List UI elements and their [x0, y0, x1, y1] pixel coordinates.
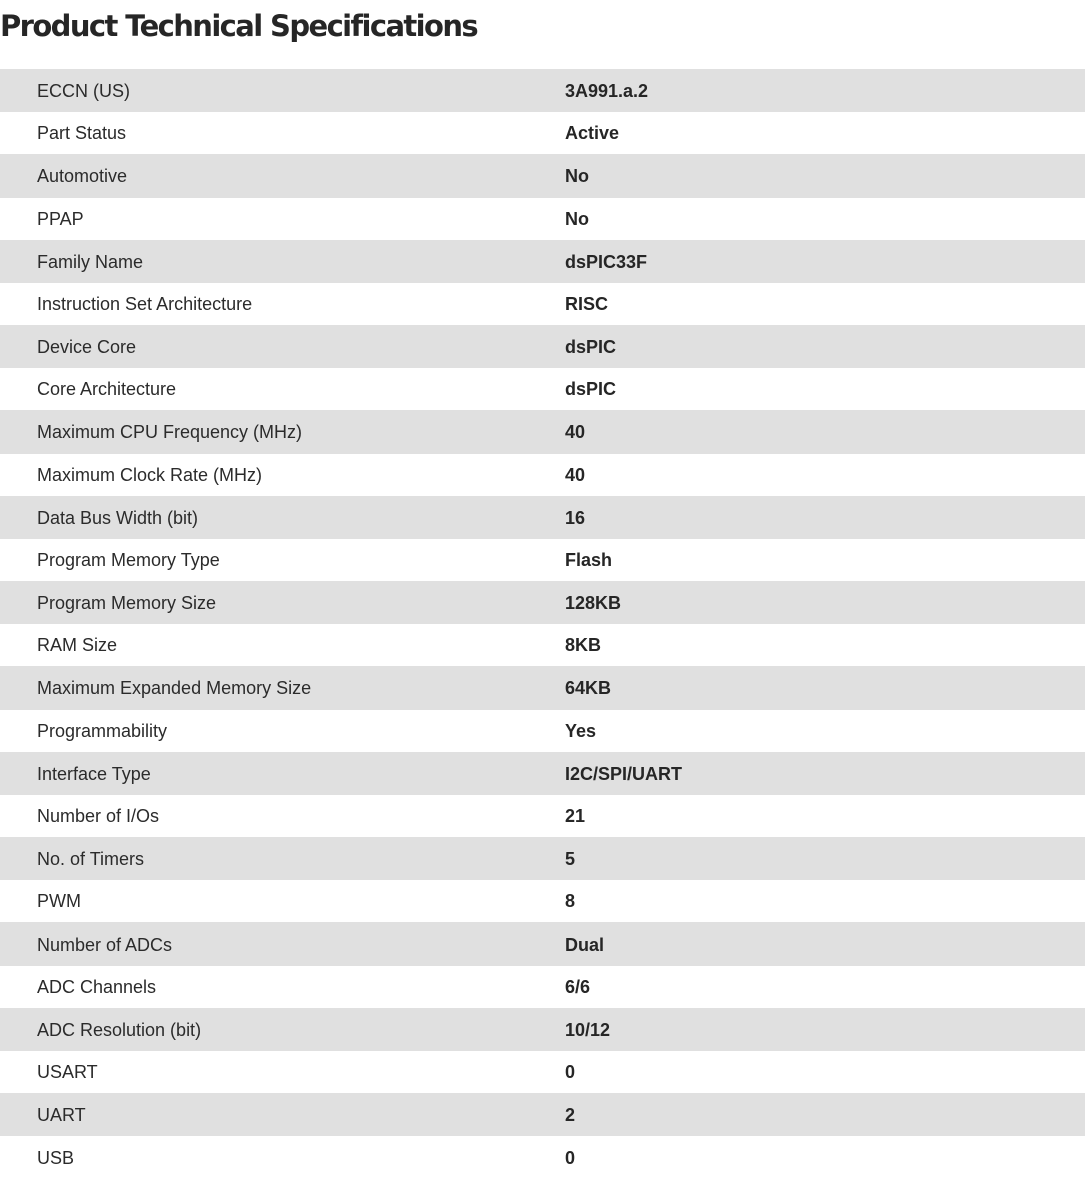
table-row — [0, 795, 1085, 838]
spec-label: Program Memory Size — [0, 582, 565, 625]
spec-label: Automotive — [0, 155, 565, 198]
spec-label: No. of Timers — [0, 838, 565, 881]
table-row — [0, 411, 1085, 454]
table-row — [0, 1136, 1085, 1179]
spec-label: PPAP — [0, 198, 565, 241]
spec-value: No — [565, 155, 1085, 198]
spec-label: RAM Size — [0, 624, 565, 667]
spec-value: dsPIC33F — [565, 240, 1085, 283]
spec-label: Program Memory Type — [0, 539, 565, 582]
spec-label: ADC Resolution (bit) — [0, 1008, 565, 1051]
spec-label: Family Name — [0, 240, 565, 283]
table-row — [0, 240, 1085, 283]
spec-value: 40 — [565, 411, 1085, 454]
spec-value: 0 — [565, 1051, 1085, 1094]
spec-value: 64KB — [565, 667, 1085, 710]
spec-value: 3A991.a.2 — [565, 70, 1085, 113]
spec-label: ADC Channels — [0, 966, 565, 1009]
table-row — [0, 496, 1085, 539]
spec-label: Maximum Expanded Memory Size — [0, 667, 565, 710]
page-title: Product Technical Specifications — [0, 9, 478, 43]
spec-value: 8 — [565, 880, 1085, 923]
spec-label: USART — [0, 1051, 565, 1094]
table-row — [0, 326, 1085, 369]
table-row — [0, 838, 1085, 881]
spec-table — [0, 69, 1085, 1179]
spec-value: 10/12 — [565, 1008, 1085, 1051]
spec-value: Yes — [565, 710, 1085, 753]
spec-label: Programmability — [0, 710, 565, 753]
spec-label: Device Core — [0, 326, 565, 369]
table-row — [0, 1094, 1085, 1137]
spec-value: 0 — [565, 1136, 1085, 1179]
table-row — [0, 966, 1085, 1009]
spec-value: Active — [565, 112, 1085, 155]
spec-value: 21 — [565, 795, 1085, 838]
table-row — [0, 752, 1085, 795]
spec-value: 40 — [565, 454, 1085, 497]
table-row — [0, 923, 1085, 966]
spec-value: Flash — [565, 539, 1085, 582]
spec-label: Maximum Clock Rate (MHz) — [0, 454, 565, 497]
spec-label: UART — [0, 1094, 565, 1137]
spec-value: 8KB — [565, 624, 1085, 667]
table-row — [0, 624, 1085, 667]
spec-label: Number of ADCs — [0, 923, 565, 966]
table-row — [0, 112, 1085, 155]
spec-value: I2C/SPI/UART — [565, 752, 1085, 795]
spec-label: Number of I/Os — [0, 795, 565, 838]
spec-label: Interface Type — [0, 752, 565, 795]
table-row — [0, 880, 1085, 923]
spec-value: 6/6 — [565, 966, 1085, 1009]
table-row — [0, 368, 1085, 411]
spec-label: Data Bus Width (bit) — [0, 496, 565, 539]
spec-label: Instruction Set Architecture — [0, 283, 565, 326]
table-row — [0, 283, 1085, 326]
spec-value: RISC — [565, 283, 1085, 326]
spec-value: 5 — [565, 838, 1085, 881]
table-row — [0, 1051, 1085, 1094]
spec-label: ECCN (US) — [0, 70, 565, 113]
spec-label: Part Status — [0, 112, 565, 155]
table-row — [0, 1008, 1085, 1051]
spec-table-body — [0, 70, 1085, 1179]
table-row — [0, 710, 1085, 753]
table-row — [0, 198, 1085, 241]
spec-value: No — [565, 198, 1085, 241]
spec-value: 128KB — [565, 582, 1085, 625]
spec-label: USB — [0, 1136, 565, 1179]
spec-value: 2 — [565, 1094, 1085, 1137]
table-row — [0, 667, 1085, 710]
table-row — [0, 70, 1085, 113]
spec-label: Core Architecture — [0, 368, 565, 411]
spec-value: Dual — [565, 923, 1085, 966]
spec-value: dsPIC — [565, 326, 1085, 369]
spec-value: 16 — [565, 496, 1085, 539]
spec-label: PWM — [0, 880, 565, 923]
table-row — [0, 155, 1085, 198]
spec-label: Maximum CPU Frequency (MHz) — [0, 411, 565, 454]
table-row — [0, 539, 1085, 582]
table-row — [0, 454, 1085, 497]
table-row — [0, 582, 1085, 625]
spec-value: dsPIC — [565, 368, 1085, 411]
